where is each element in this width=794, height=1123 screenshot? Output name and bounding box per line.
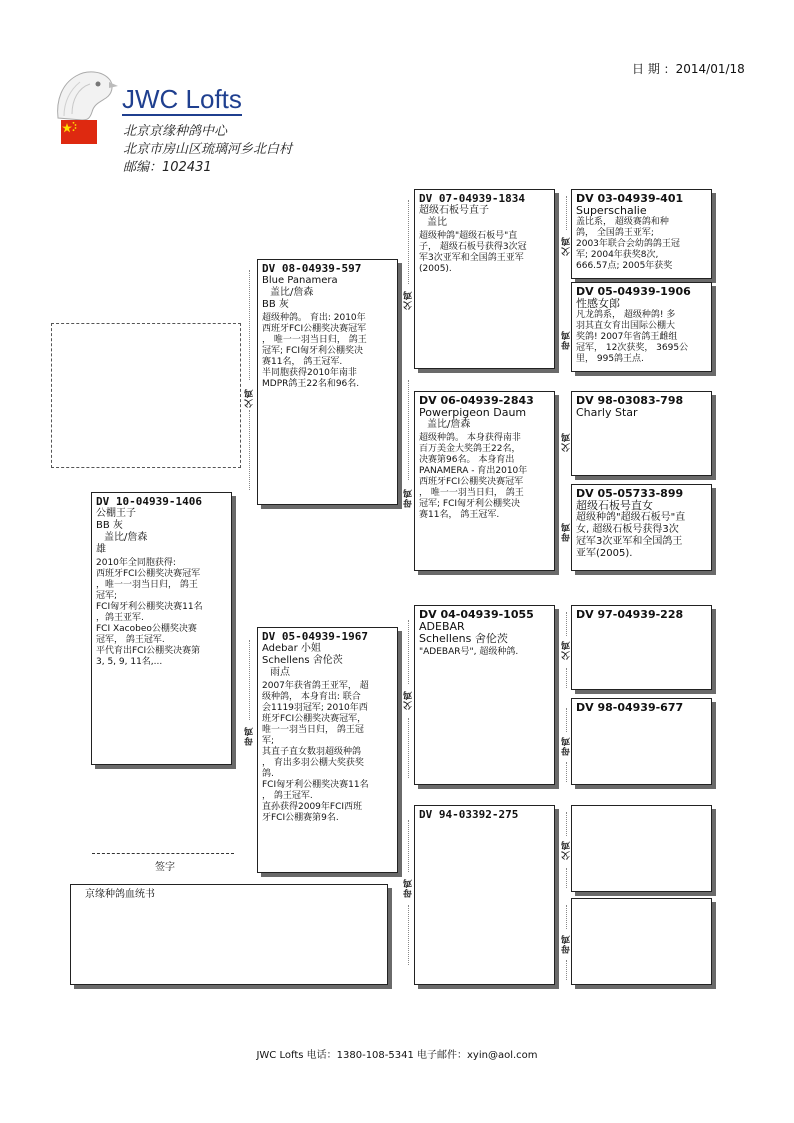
ss-connector — [408, 200, 409, 284]
sd-notes: 超级种鸽。 本身获得南非 百万美金大奖鸽王22名， 决赛第96名。 本身育出 PANAMERA - 育出2010年 西班牙FCI公棚奖决赛冠军 ， 唯一一羽当日归， 鸽王 冠军; FCI匈牙利公棚奖决 赛11名， 鸽王冠军. — [419, 433, 528, 520]
sire-dam-card — [414, 391, 555, 571]
ds-tag: 父鸡 — [404, 690, 414, 710]
sd-connector — [408, 380, 409, 480]
ds-connector — [408, 620, 409, 684]
pigeon-logo-icon — [52, 66, 118, 122]
subject-strain: 盖比/詹森 — [104, 532, 148, 543]
ds-notes: "ADEBAR号", 超级种鸽. — [419, 647, 519, 657]
ddd-connector — [566, 960, 567, 980]
ss-name: 超级石板号直子 — [419, 205, 489, 216]
dds-connector — [566, 812, 567, 836]
loft-name: 北京京缘种鸽中心 — [123, 124, 228, 139]
dam-sire-card — [414, 605, 555, 785]
ss-ring: DV 07-04939-1834 — [419, 192, 525, 205]
ds-ring: DV 04-04939-1055 — [419, 608, 534, 621]
sire-connector — [249, 270, 250, 380]
sd-ring: DV 06-04939-2843 — [419, 394, 534, 407]
sd-name: Powerpigeon Daum — [419, 406, 527, 419]
subject-pigeon-card — [91, 492, 232, 765]
sire-connector — [249, 410, 250, 490]
loft-address: 北京市房山区琉璃河乡北白村 — [123, 142, 293, 157]
dd-tag: 母鸡 — [404, 878, 414, 898]
ss-strain: 盖比 — [427, 217, 447, 228]
sss-notes: 盖比系， 超级赛鸽和种 鸽， 全国鸽王亚军; 2003年联合会幼鸽鸽王冠 军; 2004年获奖8次, 666.57点; 2005年获奖 — [576, 217, 680, 271]
dam-connector — [249, 640, 250, 720]
sire-notes: 超级种鸽。 育出: 2010年 西班牙FCI公棚奖决赛冠军 ， 唯一一羽当日归， 鸽王 冠军; FCI匈牙利公棚奖决 赛11名， 鸽王冠军. 半同胞获得2010年南非 MDPR鸽王22名和96名. — [262, 313, 367, 389]
sire-sire-card — [414, 189, 555, 369]
ssd-tag: 母鸡 — [562, 330, 572, 350]
sd-tag: 母鸡 — [404, 488, 414, 508]
dss-connector — [566, 612, 567, 636]
dsd-connector — [566, 708, 567, 732]
dam-ring: DV 05-04939-1967 — [262, 630, 368, 643]
sdd-name: 超级石板号直女 — [576, 499, 653, 512]
sire-dam-dam-card — [571, 484, 712, 571]
ssd-name: 性感女郎 — [576, 297, 620, 310]
dd-ring: DV 94-03392-275 — [419, 808, 519, 821]
dam-notes: 2007年获省鸽王亚军， 超 级种鸽， 本身育出: 联合 会1119羽冠军; 2010年西 班牙FCI公棚奖决赛冠军， 唯一一羽当日归， 鸽王冠 军; 其直子直女数羽超级种鸽 ， 育出多羽公棚大奖获奖 鸽. FCI匈牙利公棚奖决赛11名 ， 鸽王冠军. 直孙获得2009年FCI西班 牙FCI公棚赛第9名. — [262, 681, 369, 823]
ds-strain: Schellens 舍伦茨 — [419, 632, 508, 645]
dam-color: 雨点 — [270, 667, 290, 678]
dss-ring: DV 97-04939-228 — [576, 608, 684, 621]
signature-line — [92, 853, 234, 854]
loft-title: JWC Lofts — [122, 84, 242, 114]
sire-sire-sire-card — [571, 189, 712, 279]
ss-notes: 超级种鸽"超级石板号"直 子， 超级石板号获得3次冠 军3次亚军和全国鸽王亚军 (2005). — [419, 231, 527, 274]
print-date: 日 期 ：2014/01/18 — [632, 62, 745, 76]
sdd-tag: 母鸡 — [562, 522, 572, 542]
ssd-notes: 凡龙鸽系， 超级种鸽! 多 羽其直女育出国际公棚大 奖鸽! 2007年省鸽王雌组 冠军， 12次获奖， 3695公 里， 995鸽王点. — [576, 310, 689, 364]
subject-sex: 雄 — [96, 544, 106, 555]
dam-dam-dam-card — [571, 898, 712, 985]
sdd-ring: DV 05-05733-899 — [576, 487, 684, 500]
dam-dam-sire-card — [571, 805, 712, 892]
sds-tag: 父鸡 — [562, 432, 572, 452]
sd-strain: 盖比/詹森 — [427, 419, 471, 430]
china-flag-icon — [61, 120, 97, 144]
sss-name: Superschalie — [576, 204, 647, 217]
dam-sire-sire-card — [571, 605, 712, 690]
dd-connector — [408, 905, 409, 965]
contact-footer: JWC Lofts 电话：1380-108-5341 电子邮件：xyin@aol.com — [256, 1050, 538, 1061]
sire-sire-dam-card — [571, 282, 712, 372]
dam-card — [257, 627, 398, 873]
dds-connector — [566, 868, 567, 888]
ds-name: ADEBAR — [419, 620, 465, 633]
sire-name: Blue Panamera — [262, 275, 338, 286]
ddd-tag: 母鸡 — [562, 934, 572, 954]
dsd-tag: 母鸡 — [562, 736, 572, 756]
sire-ring: DV 08-04939-597 — [262, 262, 362, 275]
dam-sire-dam-card — [571, 698, 712, 785]
sdd-notes: 超级种鸽"超级石板号"直 女, 超级石板号获得3次 冠军3次亚军和全国鸽王 亚军(2005). — [576, 512, 686, 559]
loft-postcode: 邮编：102431 — [123, 160, 212, 175]
subject-name: 公棚王子 — [96, 508, 136, 519]
subject-color: BB 灰 — [96, 520, 123, 531]
sds-name: Charly Star — [576, 406, 638, 419]
sss-connector — [566, 196, 567, 230]
dsd-ring: DV 98-04939-677 — [576, 701, 684, 714]
subject-ring: DV 10-04939-1406 — [96, 495, 202, 508]
pedigree-certificate-title: 京缘种鸽血统书 — [85, 889, 155, 900]
sds-ring: DV 98-03083-798 — [576, 394, 684, 407]
dam-dam-card — [414, 805, 555, 985]
sire-card — [257, 259, 398, 505]
sire-color: BB 灰 — [262, 299, 289, 310]
dss-tag: 父鸡 — [562, 640, 572, 660]
dsd-connector — [566, 762, 567, 782]
ssd-ring: DV 05-04939-1906 — [576, 285, 691, 298]
signature-label: 签字 — [155, 862, 175, 873]
subject-notes: 2010年全同胞获得: 西班牙FCI公棚奖决赛冠军 ，唯一一羽当日归， 鸽王 冠军; FCI匈牙利公棚奖决赛11名 ，鸽王亚军. FCI Xacobeo公棚奖决赛 冠军， 鸽王冠军. 平代育出FCI公棚奖决赛第 3, 5, 9, 11名,... — [96, 558, 203, 667]
sss-ring: DV 03-04939-401 — [576, 192, 684, 205]
dam-name: Adebar 小姐 — [262, 643, 321, 654]
ds-connector — [408, 718, 409, 778]
dam-strain: Schellens 舍伦茨 — [262, 655, 343, 666]
sire-tag: 父鸡 — [245, 388, 255, 408]
pedigree-footer-box — [70, 884, 388, 985]
dam-tag: 母鸡 — [245, 726, 255, 746]
sire-strain: 盖比/詹森 — [270, 287, 314, 298]
dss-connector — [566, 668, 567, 688]
sss-tag: 父鸡 — [562, 236, 572, 256]
ddd-connector — [566, 905, 567, 929]
sire-dam-sire-card — [571, 391, 712, 476]
dd-connector — [408, 820, 409, 872]
ss-tag: 父鸡 — [404, 290, 414, 310]
photo-placeholder — [51, 323, 241, 468]
dds-tag: 父鸡 — [562, 840, 572, 860]
